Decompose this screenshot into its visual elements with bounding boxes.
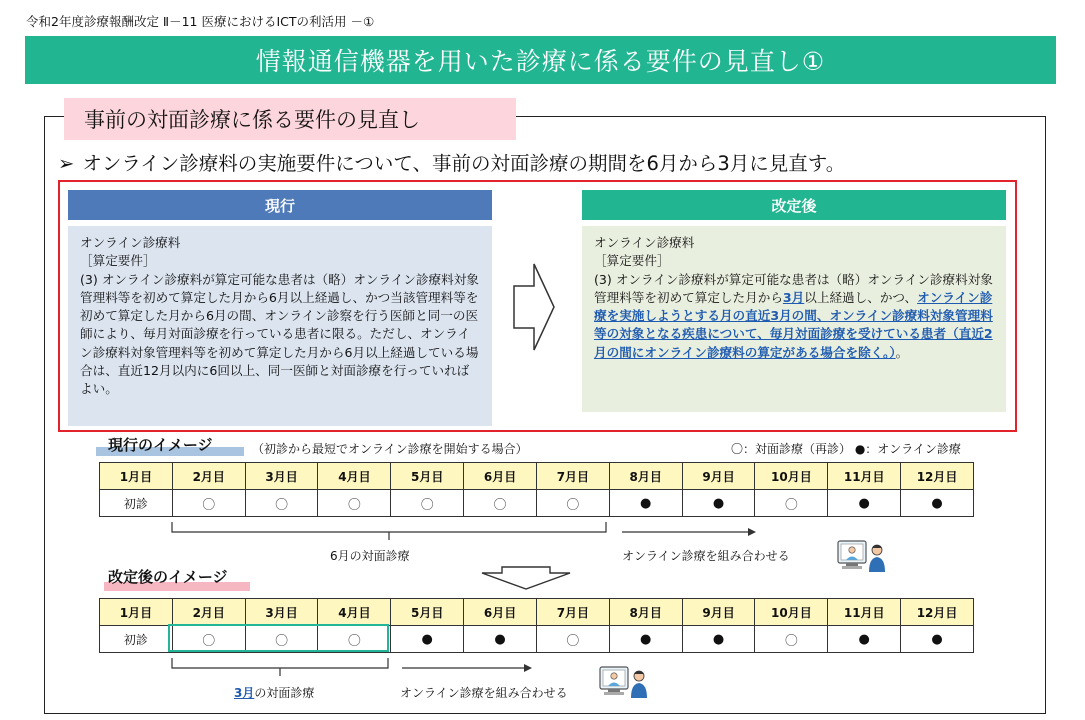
legend: 〇：対面診療（再診） ●：オンライン診療 <box>731 442 961 456</box>
table-row <box>100 599 974 626</box>
mark-cell: ● <box>609 490 682 517</box>
mark-cell: ● <box>391 626 464 653</box>
mark-cell: ● <box>464 626 537 653</box>
month-cell: 6月目 <box>464 599 537 626</box>
mark-cell: ● <box>901 626 974 653</box>
revised-span-label <box>234 684 314 701</box>
month-cell: 10月目 <box>755 463 828 490</box>
revised-link-3-months: 3月 <box>782 289 805 305</box>
current-image-title: 現行のイメージ <box>108 436 213 454</box>
mark-cell: 〇 <box>172 626 245 653</box>
online-arrow-head <box>748 528 756 536</box>
mark-cell: 〇 <box>755 626 828 653</box>
mark-cell: ● <box>682 490 755 517</box>
month-cell: 8月目 <box>609 599 682 626</box>
revised-image-title: 改定後のイメージ <box>108 568 228 586</box>
mark-cell: 〇 <box>391 490 464 517</box>
month-cell: 5月目 <box>391 463 464 490</box>
month-cell: 12月目 <box>901 463 974 490</box>
month-cell: 3月目 <box>245 599 318 626</box>
mark-cell: 初診 <box>100 626 173 653</box>
current-body: (3) オンライン診療料が算定可能な患者は（略）オンライン診療料対象管理料等を初めて算定した月から6月以上経過し、かつ当該管理料等を初めて算定した月から6月の間、オンライン診察を行う医師と同一の医師により、毎月対面診療を行っている患者に限る。ただし、オンライン診療料対象管理料等を初めて算定した月から6月以上経過している場合は、直近12月以内に6回以上、同一医師と対面診療を行っていればよい。 <box>80 271 479 397</box>
month-cell: 2月目 <box>172 463 245 490</box>
lead-text: オンライン診療料の実施要件について、事前の対面診療の期間を6月から3月に見直す。 <box>82 152 846 175</box>
month-cell: 1月目 <box>100 463 173 490</box>
current-header: 現行 <box>68 190 492 220</box>
current-image-note: （初診から最短でオンライン診療を開始する場合） <box>252 442 528 456</box>
telemedicine-icon <box>598 664 650 704</box>
page-title: 情報通信機器を用いた診療に係る要件の見直し① <box>25 36 1056 84</box>
mark-cell: 〇 <box>245 490 318 517</box>
month-cell: 10月目 <box>755 599 828 626</box>
mark-cell: 〇 <box>536 626 609 653</box>
revised-span-number: 3月 <box>234 686 255 700</box>
mark-cell: ● <box>828 490 901 517</box>
mark-cell: 初診 <box>100 490 173 517</box>
section-title-text: 事前の対面診療に係る要件の見直し <box>84 108 420 132</box>
mark-cell: 〇 <box>755 490 828 517</box>
revised-header: 改定後 <box>582 190 1006 220</box>
month-cell: 9月目 <box>682 599 755 626</box>
revised-line2: ［算定要件］ <box>594 253 670 269</box>
down-arrow-icon <box>478 565 574 595</box>
mark-cell: ● <box>828 626 901 653</box>
month-cell: 2月目 <box>172 599 245 626</box>
mark-cell: 〇 <box>172 490 245 517</box>
mark-cell: 〇 <box>536 490 609 517</box>
month-cell: 11月目 <box>828 599 901 626</box>
revised-link-exception: （直近2月の間にオンライン診療料の算定がある場合を除く。） <box>594 326 993 360</box>
mark-cell: ● <box>609 626 682 653</box>
month-cell: 5月目 <box>391 599 464 626</box>
month-cell: 11月目 <box>828 463 901 490</box>
month-cell: 3月目 <box>245 463 318 490</box>
revised-line1: オンライン診療料 <box>594 235 695 250</box>
mark-cell: ● <box>901 490 974 517</box>
mark-cell: 〇 <box>318 490 391 517</box>
month-cell: 4月目 <box>318 463 391 490</box>
three-month-highlight <box>168 624 389 652</box>
mark-cell: ● <box>682 626 755 653</box>
revised-body-b: 以上経過し、かつ、 <box>804 289 918 305</box>
revised-online-label: オンライン診療を組み合わせる <box>400 686 568 700</box>
current-online-label: オンライン診療を組み合わせる <box>622 549 790 563</box>
telemedicine-icon <box>836 538 888 578</box>
brace-3-months <box>172 658 388 668</box>
current-line2: ［算定要件］ <box>80 253 156 269</box>
current-line1: オンライン診療料 <box>80 235 181 250</box>
month-cell: 6月目 <box>464 463 537 490</box>
month-cell: 1月目 <box>100 599 173 626</box>
brace-6-months <box>172 522 606 532</box>
mark-cell: 〇 <box>245 626 318 653</box>
breadcrumb: 令和2年度診療報酬改定 Ⅱ－11 医療におけるICTの利活用 －① <box>26 14 375 29</box>
revised-span-rest: の対面診療 <box>254 686 315 700</box>
revised-body-a: (3) オンライン診療料が算定可能な患者は（略）オンライン診療料対象管理料等を初めて算定した月から <box>594 271 993 305</box>
online-arrow-head <box>524 664 532 672</box>
mark-cell: 〇 <box>318 626 391 653</box>
current-span-label: 6月の対面診療 <box>330 549 410 563</box>
revised-link-condition: オンライン診療を実施しようとする月の直近3月の間、オンライン診療料対象管理料等の対象となる疾患について、毎月対面診療を受けている患者 <box>594 289 993 342</box>
revised-body-c: 。 <box>895 344 909 360</box>
mark-cell: 〇 <box>464 490 537 517</box>
month-cell: 7月目 <box>536 599 609 626</box>
bullet-arrow-icon: ➢ <box>58 152 75 175</box>
month-cell: 4月目 <box>318 599 391 626</box>
month-cell: 9月目 <box>682 463 755 490</box>
month-cell: 8月目 <box>609 463 682 490</box>
month-cell: 7月目 <box>536 463 609 490</box>
month-cell: 12月目 <box>901 599 974 626</box>
